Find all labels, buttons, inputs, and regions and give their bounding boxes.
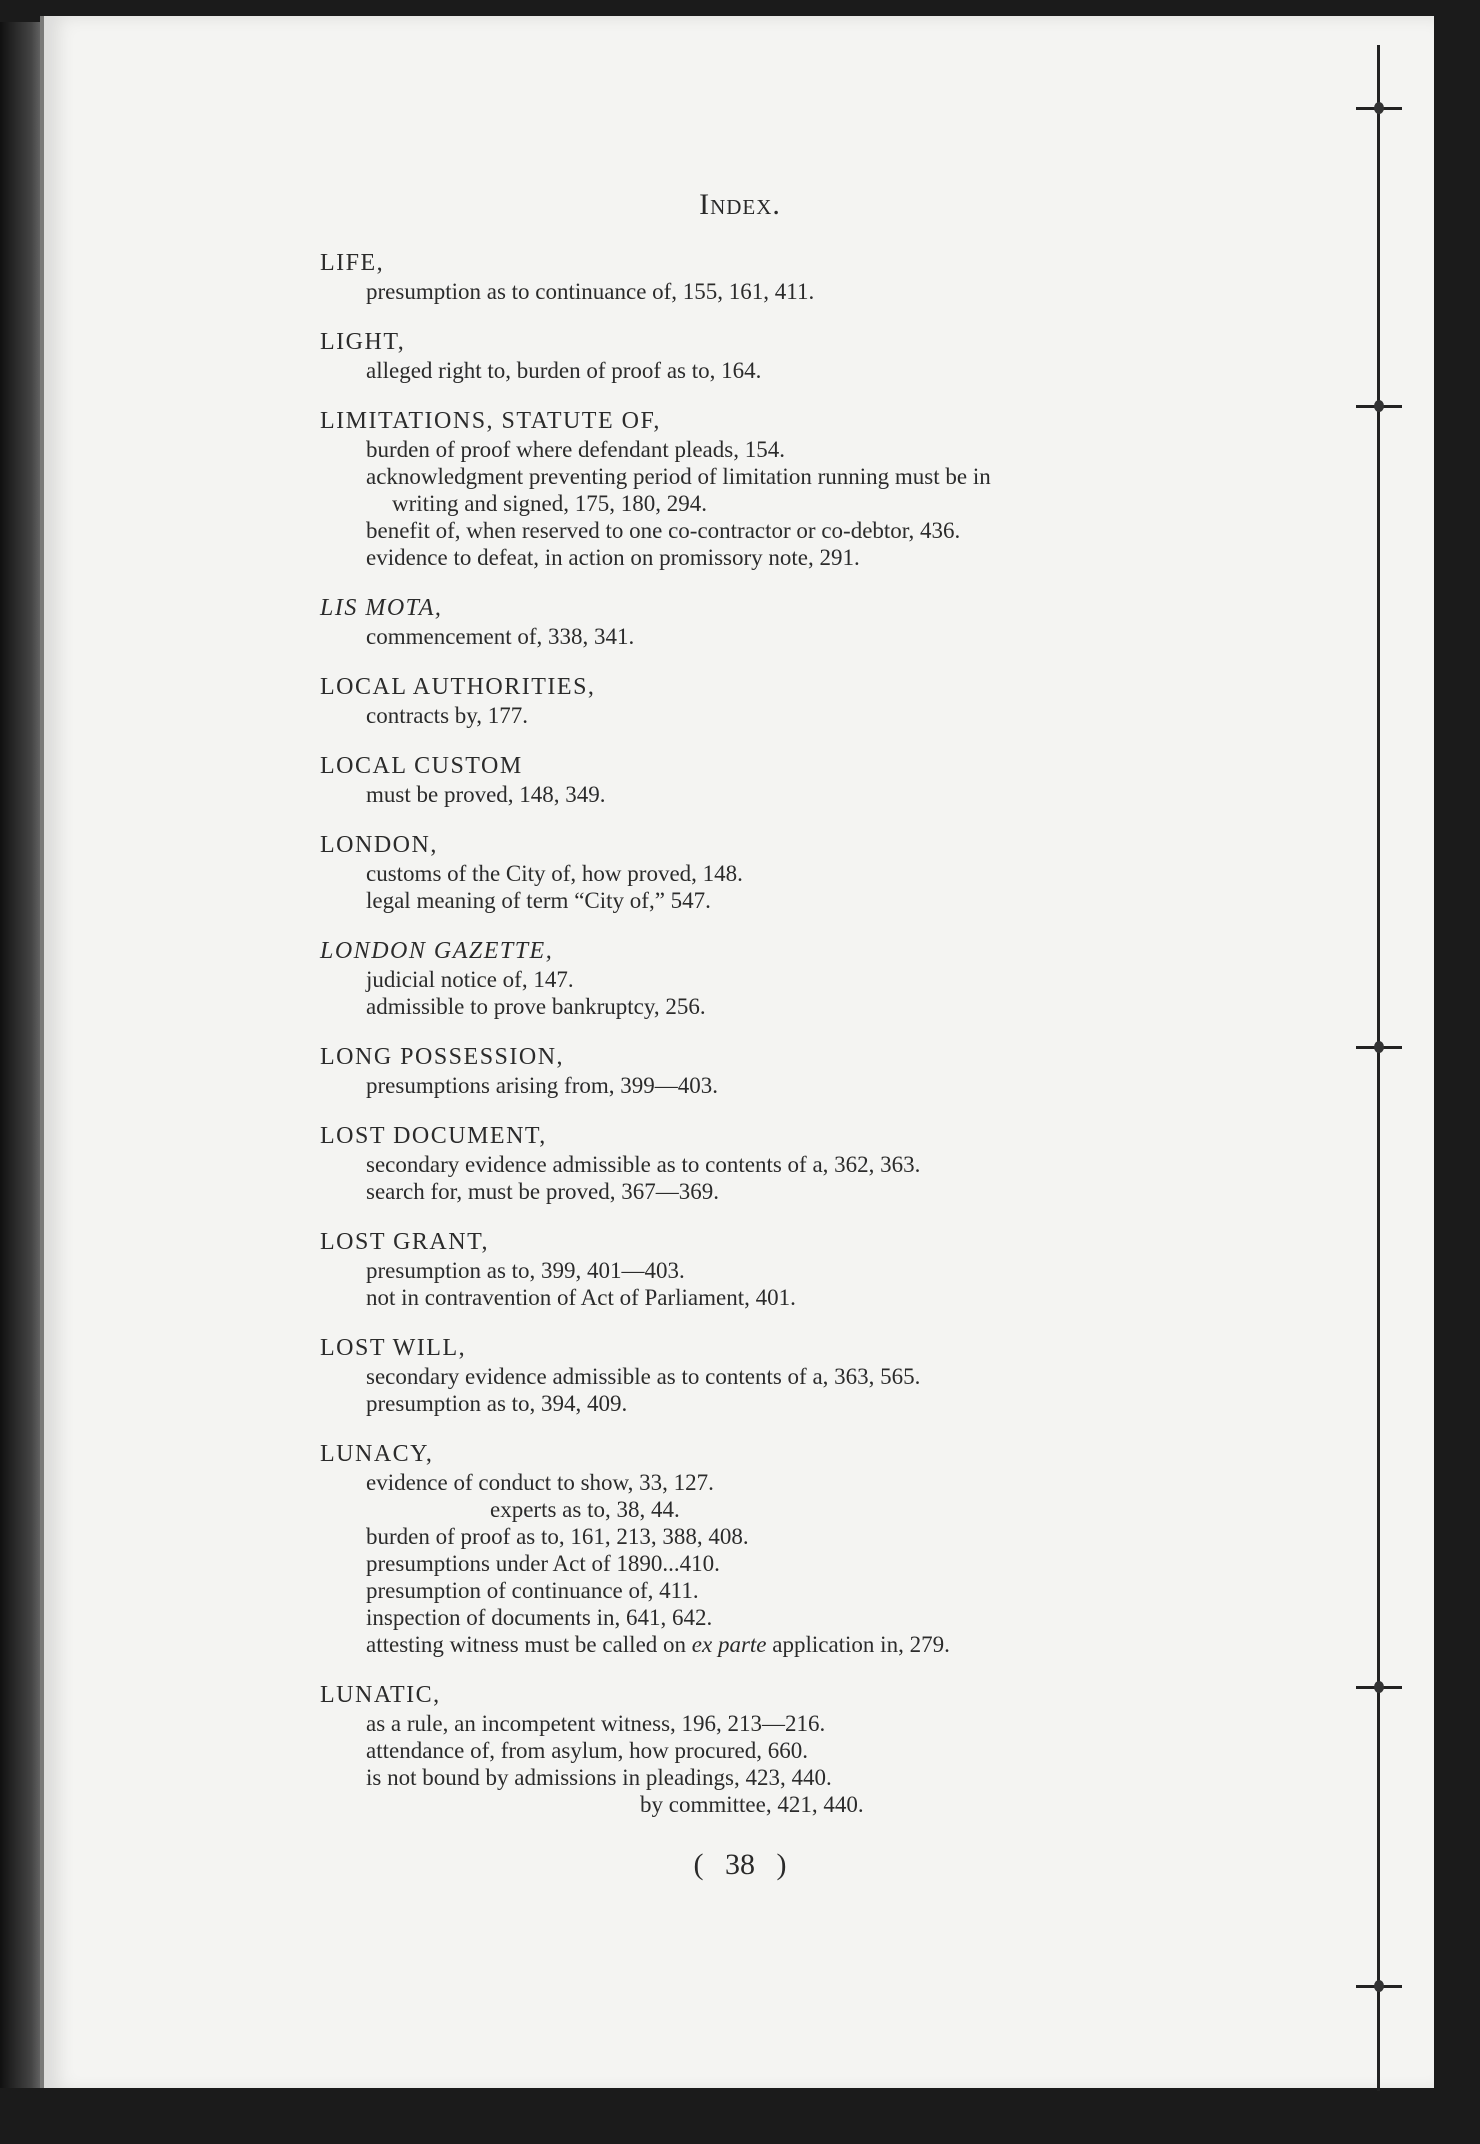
index-entry <box>320 248 1220 305</box>
index-heading: LIFE, <box>320 250 385 276</box>
index-subentry: evidence of conduct to show, 33, 127. <box>366 1470 714 1495</box>
edge-tick-mark <box>1356 1046 1402 1049</box>
edge-tick-mark <box>1356 107 1402 110</box>
index-subentry: legal meaning of term “City of,” 547. <box>366 888 711 913</box>
index-entry <box>320 672 1220 729</box>
index-heading: LOCAL CUSTOM <box>320 753 523 779</box>
index-entry <box>320 1439 1220 1658</box>
edge-tick-mark <box>1356 405 1402 408</box>
index-entry <box>320 1121 1220 1205</box>
index-subentry: judicial notice of, 147. <box>366 967 574 992</box>
edge-tick-mark <box>1356 1686 1402 1689</box>
index-subentry: is not bound by admissions in pleadings, 423, 440. <box>366 1765 832 1790</box>
index-subentry: presumption as to, 399, 401—403. <box>366 1258 685 1283</box>
index-entry <box>320 830 1220 914</box>
index-subentry: writing and signed, 175, 180, 294. <box>392 491 707 516</box>
index-subentry: customs of the City of, how proved, 148. <box>366 861 743 886</box>
index-subentry: admissible to prove bankruptcy, 256. <box>366 994 706 1019</box>
index-subentry: presumptions under Act of 1890...410. <box>366 1551 720 1576</box>
index-subentry: burden of proof as to, 161, 213, 388, 408. <box>366 1524 749 1549</box>
index-entry <box>320 1680 1220 1818</box>
index-heading: LONDON GAZETTE, <box>320 938 554 964</box>
scan-bottom-border <box>0 2088 1480 2144</box>
subentry-text: attesting witness must be called on <box>366 1632 692 1657</box>
index-subentry: presumptions arising from, 399—403. <box>366 1073 718 1098</box>
index-subentry: presumption of continuance of, 411. <box>366 1578 699 1603</box>
index-entry <box>320 327 1220 384</box>
index-subentry: alleged right to, burden of proof as to, 164. <box>366 358 762 383</box>
index-subentry: contracts by, 177. <box>366 703 529 728</box>
index-entries <box>320 248 1220 1840</box>
index-subentry: must be proved, 148, 349. <box>366 782 606 807</box>
index-heading: LONG POSSESSION, <box>320 1044 565 1070</box>
index-subentry: presumption as to, 394, 409. <box>366 1391 628 1416</box>
index-subentry: search for, must be proved, 367—369. <box>366 1179 719 1204</box>
index-subentry: presumption as to continuance of, 155, 161, 411. <box>366 279 815 304</box>
index-subentry: benefit of, when reserved to one co-contractor or co-debtor, 436. <box>366 518 961 543</box>
index-heading: LOST DOCUMENT, <box>320 1123 547 1149</box>
index-heading: LONDON, <box>320 832 438 858</box>
index-entry <box>320 406 1220 571</box>
index-entry <box>320 751 1220 808</box>
index-entry <box>320 593 1220 650</box>
index-subentry <box>320 1631 1220 1658</box>
subentry-italic-term: ex parte <box>691 1632 767 1657</box>
index-heading: LIMITATIONS, STATUTE OF, <box>320 408 661 434</box>
index-heading: LOCAL AUTHORITIES, <box>320 674 596 700</box>
page-edge-rule <box>1377 45 1380 2091</box>
index-subentry: attendance of, from asylum, how procured, 660. <box>366 1738 808 1763</box>
index-entry <box>320 1333 1220 1417</box>
index-subentry: experts as to, 38, 44. <box>490 1497 680 1522</box>
index-entry <box>320 936 1220 1020</box>
index-heading: LOST GRANT, <box>320 1229 489 1255</box>
index-heading: LUNATIC, <box>320 1682 441 1708</box>
index-subentry: inspection of documents in, 641, 642. <box>366 1605 713 1630</box>
index-subentry: not in contravention of Act of Parliament, 401. <box>366 1285 796 1310</box>
index-heading: LIGHT, <box>320 329 406 355</box>
index-subentry: secondary evidence admissible as to contents of a, 363, 565. <box>366 1364 921 1389</box>
index-subentry: evidence to defeat, in action on promissory note, 291. <box>366 545 860 570</box>
index-heading: LOST WILL, <box>320 1335 467 1361</box>
subentry-text: application in, 279. <box>766 1632 950 1657</box>
index-subentry: secondary evidence admissible as to contents of a, 362, 363. <box>366 1152 921 1177</box>
index-subentry: by committee, 421, 440. <box>640 1792 864 1817</box>
index-heading: LIS MOTA, <box>320 595 443 621</box>
index-entry <box>320 1227 1220 1311</box>
index-subentry: as a rule, an incompetent witness, 196, 213—216. <box>366 1711 826 1736</box>
page-title: Index. <box>699 188 781 221</box>
page-number: ( 38 ) <box>693 1848 787 1881</box>
index-heading: LUNACY, <box>320 1441 434 1467</box>
index-entry <box>320 1042 1220 1099</box>
index-subentry: commencement of, 338, 341. <box>366 624 635 649</box>
index-subentry: acknowledgment preventing period of limitation running must be in <box>366 464 991 489</box>
index-subentry: burden of proof where defendant pleads, 154. <box>366 437 785 462</box>
edge-tick-mark <box>1356 1985 1402 1988</box>
